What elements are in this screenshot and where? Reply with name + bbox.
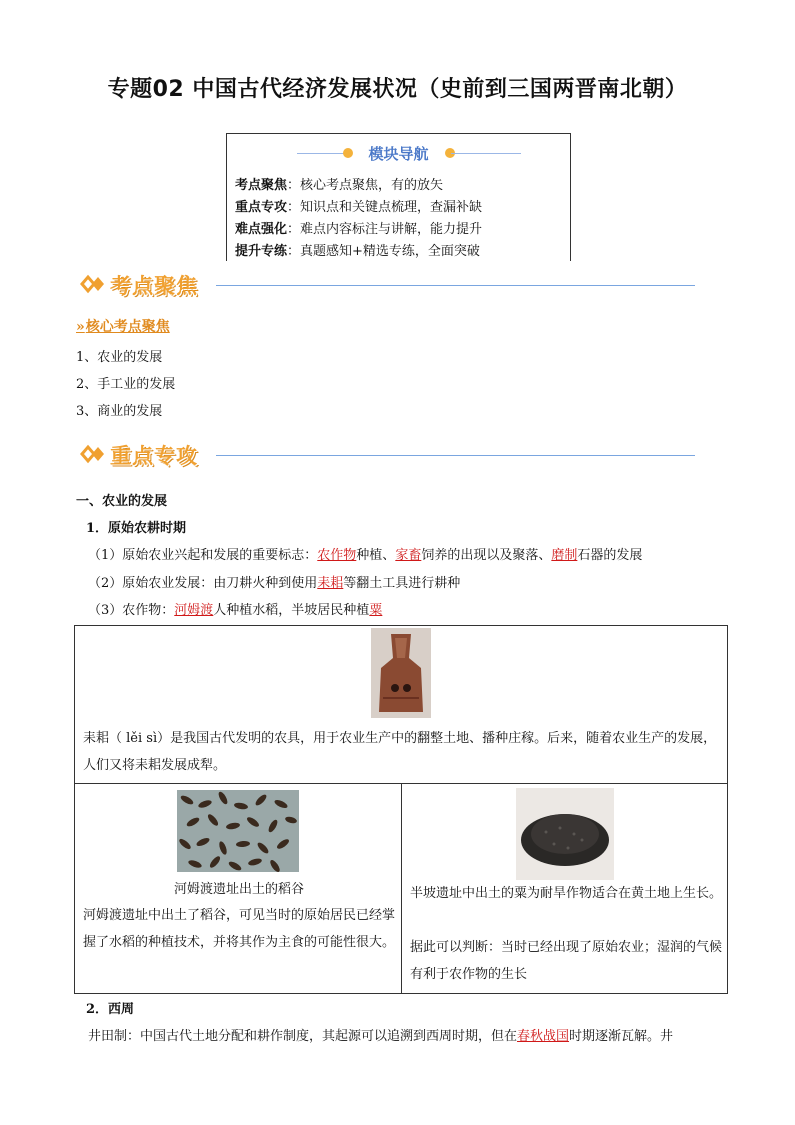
list-item: 3、商业的发展 bbox=[76, 404, 163, 419]
nav-row-text: ：知识点和关键点梳理，查漏补缺 bbox=[287, 200, 483, 215]
leisi-image bbox=[371, 628, 431, 718]
module-nav-box bbox=[226, 133, 571, 261]
text: 时期逐渐瓦解。井 bbox=[569, 1029, 674, 1044]
list-item: 2、手工业的发展 bbox=[76, 377, 176, 392]
key-term: 磨制 bbox=[551, 548, 578, 563]
nav-row bbox=[235, 218, 482, 237]
banpo-description-1: 半坡遗址中出土的粟为耐旱作物适合在黄土地上生长。 bbox=[410, 886, 723, 901]
nav-row-label: 考点聚焦 bbox=[235, 178, 288, 193]
hemudu-description: 河姆渡遗址中出土了稻谷，可见当时的原始居民已经掌握了水稻的种植技术，并将其作为主食的可能性很大。 bbox=[83, 908, 396, 950]
core-heading bbox=[76, 316, 170, 336]
section-label: 考点聚焦 bbox=[110, 274, 198, 298]
text: （3）农作物： bbox=[88, 603, 175, 618]
nav-row-text: ：难点内容标注与讲解，能力提升 bbox=[287, 222, 483, 237]
key-term: 家畜 bbox=[395, 548, 422, 563]
text: 等翻土工具进行耕种 bbox=[343, 576, 461, 591]
paragraph-4 bbox=[88, 1025, 673, 1044]
key-term: 春秋战国 bbox=[517, 1029, 570, 1044]
text: 种植、 bbox=[356, 548, 396, 563]
double-diamond-icon bbox=[80, 444, 104, 464]
section-banner-zhongdian bbox=[80, 440, 695, 470]
nav-row bbox=[235, 240, 480, 259]
table-cell-banpo bbox=[401, 783, 728, 994]
nav-row-text: ：真题感知+精选专练，全面突破 bbox=[287, 244, 480, 259]
nav-row-text: ：核心考点聚焦，有的放矢 bbox=[287, 178, 444, 193]
paragraph-2 bbox=[88, 572, 460, 591]
module-nav-heading: 模块导航 bbox=[368, 145, 429, 163]
key-term: 耒耜 bbox=[317, 576, 344, 591]
rice-caption: 河姆渡遗址出土的稻谷 bbox=[173, 882, 304, 897]
section-label: 重点专攻 bbox=[110, 444, 198, 468]
list-item: 1、农业的发展 bbox=[76, 350, 163, 365]
text: （1）原始农业兴起和发展的重要标志： bbox=[88, 548, 318, 563]
nav-row-label: 重点专攻 bbox=[235, 200, 288, 215]
nav-row bbox=[235, 196, 482, 215]
heading-western-zhou: 2．西周 bbox=[86, 1002, 135, 1017]
section-banner-kaodian bbox=[80, 270, 695, 300]
key-term: 粟 bbox=[369, 603, 383, 618]
key-term: 农作物 bbox=[317, 548, 357, 563]
nav-row bbox=[235, 174, 443, 193]
section-rule bbox=[216, 285, 695, 286]
nav-row-label: 提升专练 bbox=[235, 244, 288, 259]
banpo-description-2: 据此可以判断：当时已经出现了原始农业；湿润的气候有利于农作物的生长 bbox=[410, 940, 723, 982]
module-nav-header bbox=[227, 142, 570, 164]
key-term: 河姆渡 bbox=[174, 603, 214, 618]
nav-rule-right bbox=[451, 153, 521, 154]
text: 井田制：中国古代土地分配和耕作制度，其起源可以追溯到西周时期，但在 bbox=[88, 1029, 518, 1044]
nav-row-label: 难点强化 bbox=[235, 222, 288, 237]
table-cell-leisi bbox=[74, 625, 728, 784]
table-cell-hemudu bbox=[74, 783, 402, 994]
heading-agriculture: 一、农业的发展 bbox=[76, 494, 168, 509]
paragraph-1 bbox=[88, 544, 642, 563]
double-chevron-icon: » bbox=[76, 319, 85, 335]
paragraph-3 bbox=[88, 599, 382, 618]
double-diamond-icon bbox=[80, 274, 104, 294]
text: 饲养的出现以及聚落、 bbox=[421, 548, 552, 563]
text: 人种植水稻，半坡居民种植 bbox=[213, 603, 370, 618]
leisi-description: 耒耜（ lěi sì）是我国古代发明的农具，用于农业生产中的翻整土地、播种庄稼。后来，随着农业生产的发展，人们又将耒耜发展成犁。 bbox=[83, 731, 717, 773]
text: 石器的发展 bbox=[577, 548, 643, 563]
section-rule bbox=[216, 455, 695, 456]
text: （2）原始农业发展：由刀耕火种到使用 bbox=[88, 576, 318, 591]
page-title: 专题02 中国古代经济发展状况（史前到三国两晋南北朝） bbox=[107, 77, 688, 102]
core-heading-text: 核心考点聚焦 bbox=[85, 319, 170, 335]
heading-primitive-farming: 1．原始农耕时期 bbox=[86, 521, 187, 536]
rice-grains-image bbox=[177, 790, 299, 872]
millet-image bbox=[516, 788, 614, 880]
